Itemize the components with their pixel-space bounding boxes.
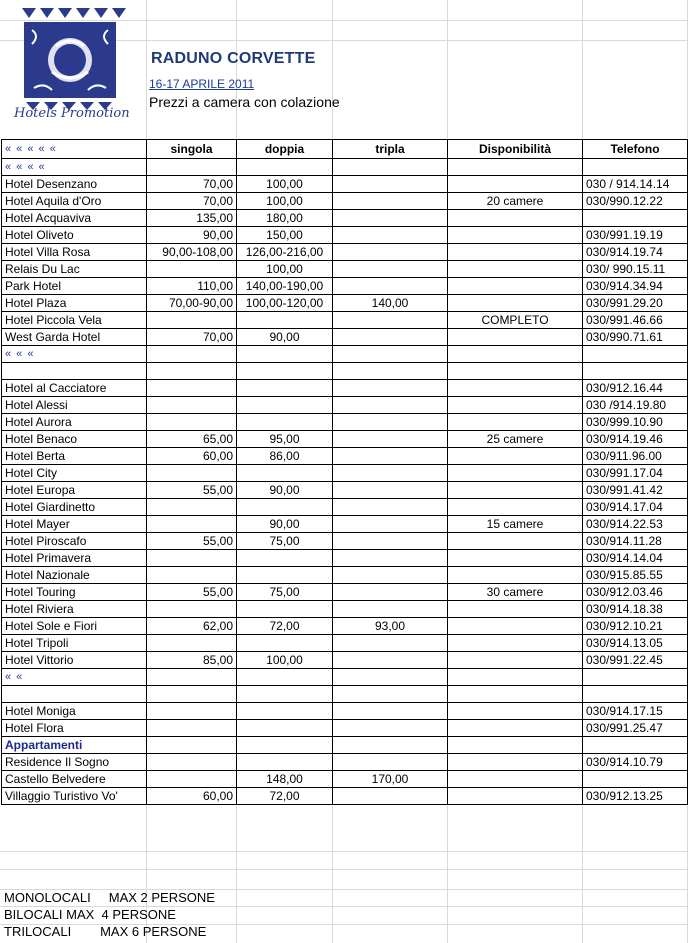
doppia-cell: [237, 703, 333, 720]
singola-cell: [147, 720, 237, 737]
doppia-cell: [237, 465, 333, 482]
hotel-name-cell: West Garda Hotel: [2, 329, 147, 346]
tripla-cell: [333, 720, 448, 737]
table-row: [2, 482, 688, 499]
singola-cell: 60,00: [147, 788, 237, 805]
tripla-cell: [333, 448, 448, 465]
section-label-row: [2, 159, 688, 176]
tripla-cell: [333, 584, 448, 601]
table-row: [2, 703, 688, 720]
singola-cell: [147, 312, 237, 329]
disponibilita-cell: [448, 414, 583, 431]
footer-note: TRILOCALI MAX 6 PERSONE: [4, 924, 207, 939]
tripla-cell: [333, 499, 448, 516]
tripla-cell: [333, 329, 448, 346]
singola-cell: [147, 499, 237, 516]
disponibilita-cell: [448, 788, 583, 805]
table-row: [2, 295, 688, 312]
doppia-cell: 90,00: [237, 482, 333, 499]
telefono-cell: 030/914.14.04: [583, 550, 688, 567]
disponibilita-cell: [448, 227, 583, 244]
table-header-row: [2, 140, 688, 159]
telefono-cell: 030/990.71.61: [583, 329, 688, 346]
disponibilita-cell: [448, 329, 583, 346]
page-title: RADUNO CORVETTE: [151, 50, 316, 67]
singola-cell: [147, 261, 237, 278]
hotel-name-cell: Hotel Oliveto: [2, 227, 147, 244]
column-header-telefono: Telefono: [583, 140, 688, 159]
doppia-cell: [237, 550, 333, 567]
table-row: [2, 567, 688, 584]
disponibilita-cell: 20 camere: [448, 193, 583, 210]
tripla-cell: [333, 788, 448, 805]
hotel-name-cell: Hotel Sole e Fiori: [2, 618, 147, 635]
singola-cell: 135,00: [147, 210, 237, 227]
tripla-cell: [333, 754, 448, 771]
blank-row: [2, 363, 688, 380]
telefono-cell: 030/914.13.05: [583, 635, 688, 652]
doppia-cell: 148,00: [237, 771, 333, 788]
table-row: [2, 635, 688, 652]
table-row: [2, 499, 688, 516]
doppia-cell: 100,00: [237, 193, 333, 210]
doppia-cell: [237, 567, 333, 584]
disponibilita-cell: [448, 176, 583, 193]
tripla-cell: [333, 397, 448, 414]
tripla-cell: [333, 465, 448, 482]
hotel-name-cell: Hotel Touring: [2, 584, 147, 601]
section-label-row: [2, 737, 688, 754]
telefono-cell: 030/914.11.28: [583, 533, 688, 550]
hotel-name-cell: Hotel Piccola Vela: [2, 312, 147, 329]
hotel-name-cell: Hotel Benaco: [2, 431, 147, 448]
tripla-cell: 140,00: [333, 295, 448, 312]
tripla-cell: [333, 516, 448, 533]
hotel-name-cell: Hotel Berta: [2, 448, 147, 465]
hotel-name-cell: Hotel Tripoli: [2, 635, 147, 652]
hotel-name-cell: Hotel Flora: [2, 720, 147, 737]
singola-cell: 55,00: [147, 533, 237, 550]
table-row: [2, 227, 688, 244]
tripla-cell: [333, 652, 448, 669]
column-header-doppia: doppia: [237, 140, 333, 159]
singola-cell: [147, 754, 237, 771]
hotel-name-cell: Hotel Piroscafo: [2, 533, 147, 550]
telefono-cell: 030/990.12.22: [583, 193, 688, 210]
hotel-name-cell: Hotel Desenzano: [2, 176, 147, 193]
telefono-cell: 030/991.41.42: [583, 482, 688, 499]
disponibilita-cell: [448, 261, 583, 278]
hotel-name-cell: Hotel Alessi: [2, 397, 147, 414]
blank-row: [2, 686, 688, 703]
hotel-name-cell: Hotel Primavera: [2, 550, 147, 567]
singola-cell: [147, 397, 237, 414]
hotel-name-cell: Hotel Mayer: [2, 516, 147, 533]
singola-cell: 62,00: [147, 618, 237, 635]
tripla-cell: [333, 703, 448, 720]
disponibilita-cell: [448, 295, 583, 312]
table-row: [2, 448, 688, 465]
doppia-cell: 75,00: [237, 533, 333, 550]
doppia-cell: 126,00-216,00: [237, 244, 333, 261]
footer-note: MONOLOCALI MAX 2 PERSONE: [4, 890, 215, 905]
tripla-cell: 170,00: [333, 771, 448, 788]
disponibilita-cell: [448, 771, 583, 788]
disponibilita-cell: 15 camere: [448, 516, 583, 533]
doppia-cell: 150,00: [237, 227, 333, 244]
section-label-row: [2, 669, 688, 686]
hotel-name-cell: Hotel Aquila d'Oro: [2, 193, 147, 210]
page-subtitle: Prezzi a camera con colazione: [149, 94, 340, 110]
telefono-cell: 030/911.96.00: [583, 448, 688, 465]
doppia-cell: 90,00: [237, 516, 333, 533]
telefono-cell: 030/914.17.15: [583, 703, 688, 720]
disponibilita-cell: [448, 465, 583, 482]
telefono-cell: 030/914.22.53: [583, 516, 688, 533]
column-header-singola: singola: [147, 140, 237, 159]
hotel-name-cell: Villaggio Turistivo Vo': [2, 788, 147, 805]
grid-line: [0, 869, 688, 870]
tripla-cell: [333, 482, 448, 499]
table-row: [2, 533, 688, 550]
telefono-cell: 030/912.10.21: [583, 618, 688, 635]
apartments-label: Appartamenti: [2, 737, 147, 754]
doppia-cell: 180,00: [237, 210, 333, 227]
four-star-label: « « « «: [2, 159, 147, 176]
doppia-cell: [237, 380, 333, 397]
telefono-cell: 030/914.10.79: [583, 754, 688, 771]
telefono-cell: 030/991.29.20: [583, 295, 688, 312]
five-star-label: « « « « «: [2, 140, 147, 159]
table-row: [2, 176, 688, 193]
disponibilita-cell: [448, 720, 583, 737]
hotel-name-cell: Hotel Villa Rosa: [2, 244, 147, 261]
grid-line: [0, 851, 688, 852]
singola-cell: 110,00: [147, 278, 237, 295]
three-star-label: « « «: [2, 346, 147, 363]
telefono-cell: 030/912.03.46: [583, 584, 688, 601]
doppia-cell: [237, 414, 333, 431]
disponibilita-cell: [448, 533, 583, 550]
telefono-cell: 030/914.17.04: [583, 499, 688, 516]
doppia-cell: 72,00: [237, 788, 333, 805]
hotel-name-cell: Hotel Riviera: [2, 601, 147, 618]
table-row: [2, 414, 688, 431]
table-row: [2, 754, 688, 771]
singola-cell: 70,00: [147, 176, 237, 193]
hotel-name-cell: Hotel Moniga: [2, 703, 147, 720]
doppia-cell: 100,00: [237, 261, 333, 278]
singola-cell: 60,00: [147, 448, 237, 465]
tripla-cell: [333, 601, 448, 618]
singola-cell: [147, 516, 237, 533]
telefono-cell: 030/991.19.19: [583, 227, 688, 244]
column-header-disponibilita: Disponibilità: [448, 140, 583, 159]
tripla-cell: [333, 635, 448, 652]
table-row: [2, 771, 688, 788]
tripla-cell: [333, 176, 448, 193]
table-row: [2, 720, 688, 737]
doppia-cell: 90,00: [237, 329, 333, 346]
tripla-cell: [333, 533, 448, 550]
hotel-name-cell: Hotel Plaza: [2, 295, 147, 312]
disponibilita-cell: [448, 601, 583, 618]
tripla-cell: [333, 431, 448, 448]
hotel-name-cell: Hotel al Cacciatore: [2, 380, 147, 397]
table-row: [2, 652, 688, 669]
tripla-cell: [333, 550, 448, 567]
hotel-name-cell: Hotel City: [2, 465, 147, 482]
telefono-cell: 030/912.16.44: [583, 380, 688, 397]
table-row: [2, 380, 688, 397]
disponibilita-cell: [448, 754, 583, 771]
hotels-promotion-logo: [12, 6, 130, 124]
hotel-name-cell: Hotel Giardinetto: [2, 499, 147, 516]
table-row: [2, 431, 688, 448]
singola-cell: 70,00: [147, 329, 237, 346]
two-star-label: « «: [2, 669, 147, 686]
hotel-price-table: [1, 139, 688, 805]
telefono-cell: 030/991.17.04: [583, 465, 688, 482]
disponibilita-cell: [448, 550, 583, 567]
singola-cell: [147, 380, 237, 397]
table-row: [2, 516, 688, 533]
singola-cell: 55,00: [147, 482, 237, 499]
telefono-cell: 030 / 914.14.14: [583, 176, 688, 193]
disponibilita-cell: [448, 210, 583, 227]
disponibilita-cell: [448, 567, 583, 584]
tripla-cell: [333, 312, 448, 329]
hotel-name-cell: Hotel Acquaviva: [2, 210, 147, 227]
doppia-cell: 140,00-190,00: [237, 278, 333, 295]
table-row: [2, 278, 688, 295]
tripla-cell: [333, 227, 448, 244]
doppia-cell: 100,00: [237, 176, 333, 193]
table-row: [2, 193, 688, 210]
footer-notes: [4, 890, 215, 941]
disponibilita-cell: [448, 397, 583, 414]
singola-cell: 90,00-108,00: [147, 244, 237, 261]
disponibilita-cell: [448, 448, 583, 465]
disponibilita-cell: [448, 635, 583, 652]
doppia-cell: 100,00: [237, 652, 333, 669]
telefono-cell: 030/914.19.46: [583, 431, 688, 448]
telefono-cell: 030/914.18.38: [583, 601, 688, 618]
telefono-cell: 030/ 990.15.11: [583, 261, 688, 278]
disponibilita-cell: 30 camere: [448, 584, 583, 601]
disponibilita-cell: [448, 244, 583, 261]
singola-cell: 90,00: [147, 227, 237, 244]
hotel-name-cell: Residence Il Sogno: [2, 754, 147, 771]
doppia-cell: 86,00: [237, 448, 333, 465]
singola-cell: 55,00: [147, 584, 237, 601]
hotel-name-cell: Park Hotel: [2, 278, 147, 295]
hotel-name-cell: Hotel Vittorio: [2, 652, 147, 669]
doppia-cell: [237, 312, 333, 329]
telefono-cell: 030/991.46.66: [583, 312, 688, 329]
table-row: [2, 618, 688, 635]
singola-cell: 65,00: [147, 431, 237, 448]
table-row: [2, 244, 688, 261]
doppia-cell: [237, 754, 333, 771]
hotel-name-cell: Relais Du Lac: [2, 261, 147, 278]
table-row: [2, 397, 688, 414]
singola-cell: [147, 635, 237, 652]
singola-cell: [147, 567, 237, 584]
telefono-cell: 030/912.13.25: [583, 788, 688, 805]
telefono-cell: 030/914.19.74: [583, 244, 688, 261]
hotel-name-cell: Hotel Aurora: [2, 414, 147, 431]
table-row: [2, 550, 688, 567]
telefono-cell: 030/991.22.45: [583, 652, 688, 669]
telefono-cell: [583, 771, 688, 788]
telefono-cell: 030 /914.19.80: [583, 397, 688, 414]
telefono-cell: [583, 210, 688, 227]
telefono-cell: 030/999.10.90: [583, 414, 688, 431]
doppia-cell: [237, 720, 333, 737]
tripla-cell: [333, 193, 448, 210]
doppia-cell: 72,00: [237, 618, 333, 635]
table-row: [2, 601, 688, 618]
singola-cell: [147, 703, 237, 720]
disponibilita-cell: [448, 703, 583, 720]
tripla-cell: [333, 210, 448, 227]
doppia-cell: [237, 601, 333, 618]
footer-note: BILOCALI MAX 4 PERSONE: [4, 907, 176, 922]
singola-cell: [147, 550, 237, 567]
tripla-cell: 93,00: [333, 618, 448, 635]
doppia-cell: [237, 397, 333, 414]
telefono-cell: 030/991.25.47: [583, 720, 688, 737]
singola-cell: 70,00-90,00: [147, 295, 237, 312]
hotel-name-cell: Castello Belvedere: [2, 771, 147, 788]
table-row: [2, 584, 688, 601]
table-row: [2, 465, 688, 482]
table-row: [2, 788, 688, 805]
doppia-cell: 95,00: [237, 431, 333, 448]
table-row: [2, 210, 688, 227]
disponibilita-cell: [448, 278, 583, 295]
disponibilita-cell: [448, 482, 583, 499]
section-label-row: [2, 346, 688, 363]
telefono-cell: 030/915.85.55: [583, 567, 688, 584]
table-row: [2, 329, 688, 346]
telefono-cell: 030/914.34.94: [583, 278, 688, 295]
disponibilita-cell: [448, 499, 583, 516]
tripla-cell: [333, 261, 448, 278]
event-dates-link[interactable]: 16-17 APRILE 2011: [149, 77, 255, 91]
tripla-cell: [333, 244, 448, 261]
disponibilita-cell: 25 camere: [448, 431, 583, 448]
disponibilita-cell: [448, 618, 583, 635]
singola-cell: [147, 414, 237, 431]
disponibilita-cell: [448, 652, 583, 669]
table-row: [2, 261, 688, 278]
doppia-cell: 75,00: [237, 584, 333, 601]
tripla-cell: [333, 414, 448, 431]
column-header-tripla: tripla: [333, 140, 448, 159]
doppia-cell: 100,00-120,00: [237, 295, 333, 312]
singola-cell: [147, 771, 237, 788]
singola-cell: 85,00: [147, 652, 237, 669]
tripla-cell: [333, 567, 448, 584]
tripla-cell: [333, 380, 448, 397]
singola-cell: [147, 465, 237, 482]
doppia-cell: [237, 635, 333, 652]
disponibilita-cell: COMPLETO: [448, 312, 583, 329]
tripla-cell: [333, 278, 448, 295]
hotel-name-cell: Hotel Nazionale: [2, 567, 147, 584]
singola-cell: 70,00: [147, 193, 237, 210]
doppia-cell: [237, 499, 333, 516]
singola-cell: [147, 601, 237, 618]
hotel-name-cell: Hotel Europa: [2, 482, 147, 499]
logo-text: Hotels Promotion: [14, 106, 130, 121]
table-row: [2, 312, 688, 329]
disponibilita-cell: [448, 380, 583, 397]
